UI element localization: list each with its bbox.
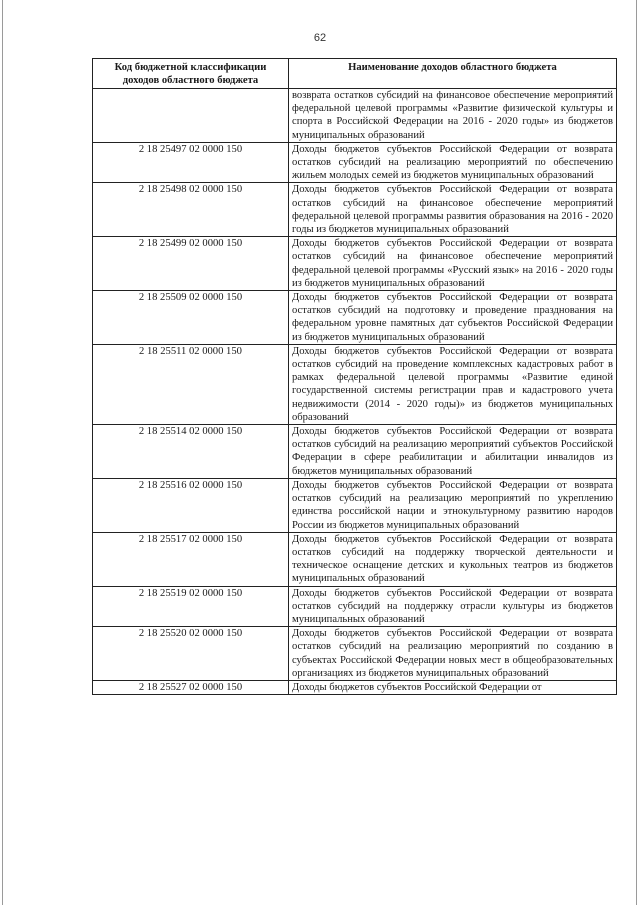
scan-edge-left	[2, 0, 3, 905]
table-row	[93, 89, 617, 143]
revenue-name-cell: Доходы бюджетов субъектов Российской Федерации от возврата остатков субсидий на реализацию мероприятий по обеспечению жильем молодых семей из бюджетов муниципальных образований	[289, 142, 617, 183]
revenue-name-cell: Доходы бюджетов субъектов Российской Федерации от возврата остатков субсидий на реализацию мероприятий субъектов Российской Федерации в сфере реабилитации и абилитации инвалидов из бюджетов муниципальных образований	[289, 425, 617, 479]
revenue-name-cell: Доходы бюджетов субъектов Российской Федерации от	[289, 680, 617, 694]
budget-code-cell: 2 18 25520 02 0000 150	[93, 627, 289, 681]
table-row	[93, 291, 617, 345]
budget-code-cell	[93, 89, 289, 143]
column-header-name: Наименование доходов областного бюджета	[289, 59, 617, 89]
budget-code-cell: 2 18 25511 02 0000 150	[93, 344, 289, 424]
budget-code-cell: 2 18 25514 02 0000 150	[93, 425, 289, 479]
budget-code-cell: 2 18 25517 02 0000 150	[93, 532, 289, 586]
table-row	[93, 680, 617, 694]
table-row	[93, 425, 617, 479]
budget-code-cell: 2 18 25509 02 0000 150	[93, 291, 289, 345]
budget-classification-table	[92, 58, 617, 695]
revenue-name-cell: Доходы бюджетов субъектов Российской Федерации от возврата остатков субсидий на поддержку отрасли культуры из бюджетов муниципальных образований	[289, 586, 617, 627]
revenue-name-cell: возврата остатков субсидий на финансовое обеспечение мероприятий федеральной целевой программы «Развитие физической культуры и спорта в Российской Федерации на 2016 - 2020 годы» из бюджетов муниципальных образований	[289, 89, 617, 143]
table-header-row	[93, 59, 617, 89]
budget-code-cell: 2 18 25527 02 0000 150	[93, 680, 289, 694]
budget-code-cell: 2 18 25519 02 0000 150	[93, 586, 289, 627]
table-row	[93, 586, 617, 627]
table-row	[93, 237, 617, 291]
revenue-name-cell: Доходы бюджетов субъектов Российской Федерации от возврата остатков субсидий на подготовку и проведение празднования на федеральном уровне памятных дат субъектов Российской Федерации из бюджетов муниципальных образований	[289, 291, 617, 345]
revenue-name-cell: Доходы бюджетов субъектов Российской Федерации от возврата остатков субсидий на поддержку творческой деятельности и техническое оснащение детских и кукольных театров из бюджетов муниципальных образований	[289, 532, 617, 586]
budget-code-cell: 2 18 25498 02 0000 150	[93, 183, 289, 237]
revenue-name-cell: Доходы бюджетов субъектов Российской Федерации от возврата остатков субсидий на реализацию мероприятий по созданию в субъектах Российской Федерации новых мест в общеобразовательных организациях из бюджетов муниципальных образований	[289, 627, 617, 681]
table-row	[93, 344, 617, 424]
table-row	[93, 478, 617, 532]
table-row	[93, 142, 617, 183]
budget-code-cell: 2 18 25516 02 0000 150	[93, 478, 289, 532]
table-row	[93, 627, 617, 681]
revenue-name-cell: Доходы бюджетов субъектов Российской Федерации от возврата остатков субсидий на финансовое обеспечение мероприятий федеральной целевой программы развития образования на 2016 - 2020 годы из бюджетов муниципальных образований	[289, 183, 617, 237]
table-row	[93, 532, 617, 586]
column-header-code: Код бюджетной классификации доходов областного бюджета	[93, 59, 289, 89]
revenue-name-cell: Доходы бюджетов субъектов Российской Федерации от возврата остатков субсидий на проведение комплексных кадастровых работ в рамках федеральной целевой программы «Развитие единой государственной системы регистрации прав и кадастрового учета недвижимости (2014 - 2020 годы)» из бюджетов муниципальных образований	[289, 344, 617, 424]
revenue-name-cell: Доходы бюджетов субъектов Российской Федерации от возврата остатков субсидий на реализацию мероприятий по укреплению единства российской нации и этнокультурному развитию народов России из бюджетов муниципальных образований	[289, 478, 617, 532]
scan-edge-right	[636, 0, 637, 905]
table-row	[93, 183, 617, 237]
budget-code-cell: 2 18 25497 02 0000 150	[93, 142, 289, 183]
page-number: 62	[313, 32, 327, 44]
budget-code-cell: 2 18 25499 02 0000 150	[93, 237, 289, 291]
revenue-name-cell: Доходы бюджетов субъектов Российской Федерации от возврата остатков субсидий на финансовое обеспечение мероприятий федеральной целевой программы «Русский язык» на 2016 - 2020 годы из бюджетов муниципальных образований	[289, 237, 617, 291]
